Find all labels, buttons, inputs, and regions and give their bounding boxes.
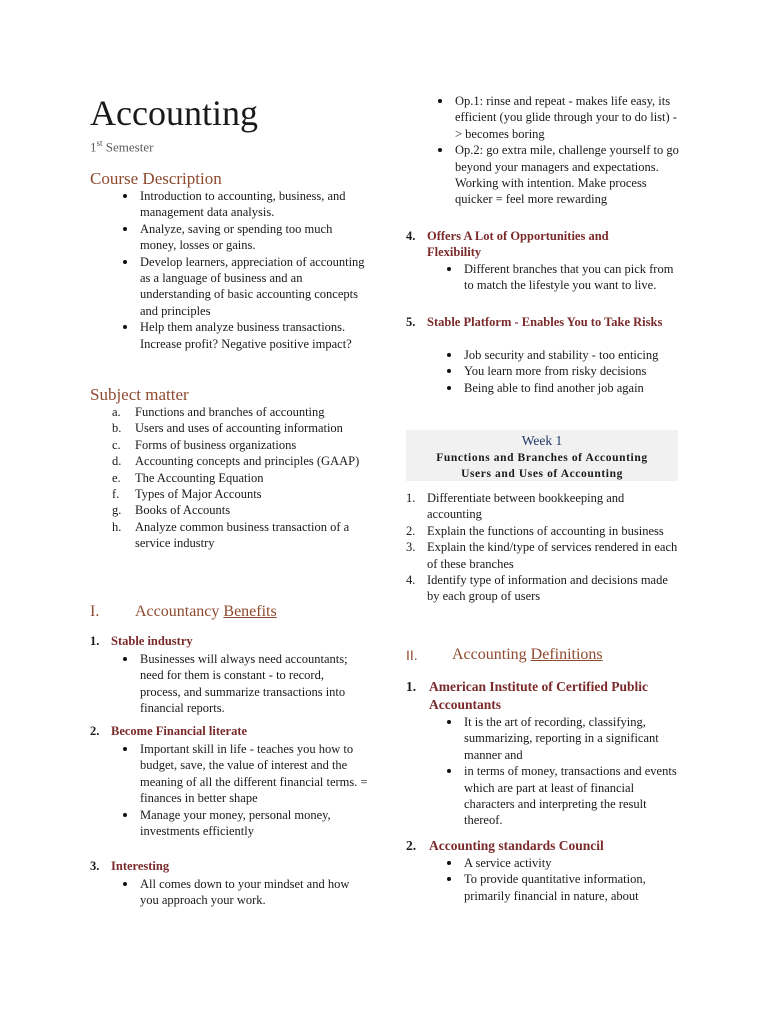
list-item-text: Analyze common business transaction of a service industry — [135, 519, 350, 551]
bullet-list — [464, 855, 679, 904]
section-title-text: Accountancy — [135, 603, 224, 620]
section-numeral: I. — [90, 603, 100, 620]
semester-label — [90, 134, 153, 156]
list-item: Important skill in life - teaches you how to budget, save, the value of interest and the meaning of all the different financial terms. = finances in better shape — [140, 742, 368, 806]
list-item-text: Types of Major Accounts — [135, 487, 262, 502]
heading-text: Interesting — [111, 859, 170, 873]
list-marker: d. — [112, 454, 122, 469]
section-title-underlined: Benefits — [223, 603, 277, 620]
heading-number: 1. — [406, 679, 417, 694]
heading-number: 1. — [90, 634, 100, 648]
heading-text: American Institute of Certified Public Accountants — [429, 679, 648, 712]
semester-ordinal: st — [96, 138, 103, 148]
list-item — [406, 523, 679, 539]
list-marker: g. — [112, 503, 122, 518]
list-marker: f. — [112, 487, 120, 502]
subject-matter-list — [112, 404, 370, 552]
bullet-list — [140, 741, 368, 839]
list-item-text: Differentiate between bookkeeping and accounting — [427, 491, 625, 522]
course-description-list — [140, 188, 365, 352]
list-marker: 1. — [406, 491, 416, 505]
semester-text: Semester — [102, 139, 154, 155]
bullet-list — [140, 651, 365, 717]
list-item: To provide quantitative information, primarily financial in nature, about — [464, 871, 679, 904]
list-item: Introduction to accounting, business, and management data analysis. — [140, 188, 365, 221]
heading-number: 2. — [90, 724, 100, 738]
bullet-list — [140, 876, 365, 909]
continued-bullet-list — [455, 93, 681, 208]
list-item-text: Explain the kind/type of services rendered in each of these branches — [427, 540, 678, 571]
heading-text: Stable Platform - Enables You to Take Risks — [427, 315, 663, 329]
semester-number: 1 — [90, 139, 97, 155]
heading-number: 5. — [406, 315, 416, 329]
heading-text: Accounting standards Council — [429, 838, 604, 853]
heading-number: 4. — [406, 229, 416, 243]
list-item: Develop learners, appreciation of accounting as a language of business and an understanding of basic accounting concepts and principles — [140, 254, 365, 318]
list-marker: e. — [112, 470, 121, 485]
list-item — [112, 404, 370, 420]
bullet-list — [464, 261, 674, 294]
list-item: It is the art of recording, classifying, summarizing, reporting in a significant manner and — [464, 714, 679, 763]
list-item: Different branches that you can pick from to match the lifestyle you want to live. — [464, 262, 674, 293]
list-item — [112, 486, 370, 502]
week-objectives-list — [406, 490, 679, 605]
list-item-text: Identify type of information and decisions made by each group of users — [427, 573, 668, 604]
course-description-heading: Course Description — [90, 169, 222, 188]
heading-text: Stable industry — [111, 634, 193, 648]
list-item — [112, 502, 370, 518]
list-item: Being able to find another job again — [464, 380, 679, 396]
subject-matter-heading: Subject matter — [90, 385, 189, 404]
list-item-text: Functions and branches of accounting — [135, 405, 325, 419]
week-topic-line-1: Functions and Branches of Accounting — [436, 452, 648, 464]
bullet-list — [464, 347, 679, 396]
week-topic-line-2: Users and Uses of Accounting — [461, 468, 623, 480]
list-item: Job security and stability - too enticing — [464, 347, 679, 363]
list-item: Help them analyze business transactions. Increase profit? Negative positive impact? — [140, 319, 365, 352]
section-title-underlined: Definitions — [530, 646, 603, 663]
section-numeral: II. — [406, 647, 418, 663]
heading-number: 2. — [406, 838, 417, 853]
list-item-text: Books of Accounts — [135, 503, 231, 518]
section-title-text: Accounting — [452, 646, 531, 663]
week-banner — [406, 430, 678, 481]
list-item: You learn more from risky decisions — [464, 363, 679, 379]
list-item: Analyze, saving or spending too much money, losses or gains. — [140, 221, 365, 254]
list-item-text: Forms of business organizations — [135, 437, 297, 452]
list-item — [406, 539, 679, 572]
list-item: All comes down to your mindset and how you approach your work. — [140, 876, 365, 909]
list-item — [112, 470, 370, 486]
list-item — [112, 437, 370, 453]
list-marker: c. — [112, 437, 121, 452]
list-item: in terms of money, transactions and events which are part at least of financial characters and interpreting the result thereof. — [464, 763, 679, 829]
heading-text: Become Financial literate — [111, 724, 248, 738]
week-label: Week 1 — [521, 433, 563, 448]
list-item — [406, 572, 679, 605]
list-item: Manage your money, personal money, investments efficiently — [140, 807, 368, 840]
list-item — [112, 420, 370, 436]
list-item-text: Explain the functions of accounting in business — [427, 523, 664, 538]
list-item — [112, 453, 370, 469]
list-marker: a. — [112, 405, 121, 419]
section-title — [135, 602, 277, 622]
heading-number: 3. — [90, 859, 100, 873]
list-item: Op.1: rinse and repeat - makes life easy, its efficient (you glide through your to do list) -> becomes boring — [455, 93, 681, 142]
list-item-text: The Accounting Equation — [135, 470, 264, 485]
list-marker: 3. — [406, 540, 416, 555]
bullet-list — [464, 714, 679, 829]
list-marker: h. — [112, 519, 122, 534]
list-marker: b. — [112, 421, 122, 436]
list-item: Op.2: go extra mile, challenge yourself to go beyond your managers and expectations. Working with intention. Make process quicker = feel more rewarding — [455, 142, 681, 208]
list-item: Businesses will always need accountants; need for them is constant - to record, process, and summarize transactions into financial reports. — [140, 651, 365, 717]
list-item-text: Users and uses of accounting information — [135, 421, 343, 436]
list-item: A service activity — [464, 855, 679, 871]
section-title — [452, 645, 603, 665]
heading-text: Offers A Lot of Opportunities and Flexibility — [427, 229, 609, 260]
list-item-text: Accounting concepts and principles (GAAP) — [135, 454, 360, 469]
list-marker: 4. — [406, 573, 416, 588]
page-title: Accounting — [90, 93, 258, 133]
list-marker: 2. — [406, 523, 416, 538]
list-item — [406, 490, 679, 523]
list-item — [112, 519, 370, 552]
